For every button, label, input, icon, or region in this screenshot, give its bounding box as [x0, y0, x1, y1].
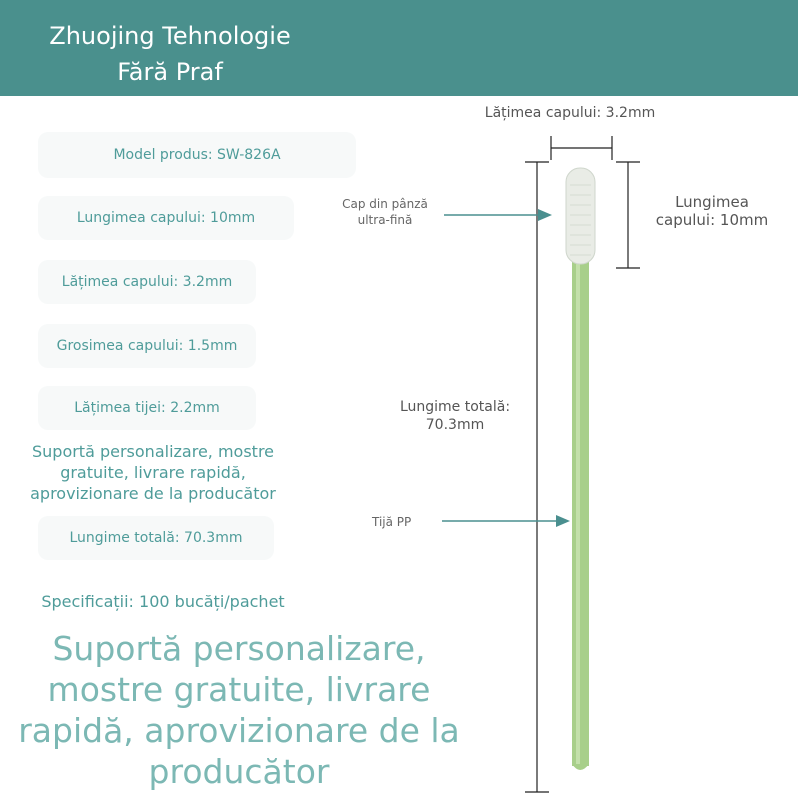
total-length-label: Lungime totală: 70.3mm — [399, 399, 511, 433]
head-width-label: Lățimea capului: 3.2mm — [470, 104, 670, 122]
spec-head-thickness: Grosimea capului: 1.5mm — [38, 324, 256, 368]
spec-custom-text: Suportă personalizare, mostre gratuite, livrare rapidă, aprovizionare de la producător — [30, 442, 276, 503]
head-length-label: Lungimea capului: 10mm — [646, 193, 778, 229]
brand-tagline: Fără Praf — [117, 58, 223, 86]
stick-label: Tijă PP — [372, 515, 412, 529]
spec-head-length: Lungimea capului: 10mm — [38, 196, 294, 240]
head-material-label: Cap din pânză ultra-fină — [342, 197, 428, 227]
swab-head — [566, 168, 595, 264]
custom-banner-text: Suportă personalizare, mostre gratuite, livrare rapidă, aprovizionare de la producător — [18, 629, 460, 791]
spec-stick-width: Lățimea tijei: 2.2mm — [38, 386, 256, 430]
spec-packaging: Specificații: 100 bucăți/pachet — [41, 592, 285, 611]
brand-name: Zhuojing Tehnologie — [49, 22, 291, 50]
spec-model: Model produs: SW-826A — [38, 132, 356, 178]
spec-total-length: Lungime totală: 70.3mm — [38, 516, 274, 560]
spec-head-width: Lățimea capului: 3.2mm — [38, 260, 256, 304]
swab-stick — [572, 256, 589, 766]
arrow-head-icon — [538, 209, 552, 221]
arrow-head-icon — [556, 515, 570, 527]
